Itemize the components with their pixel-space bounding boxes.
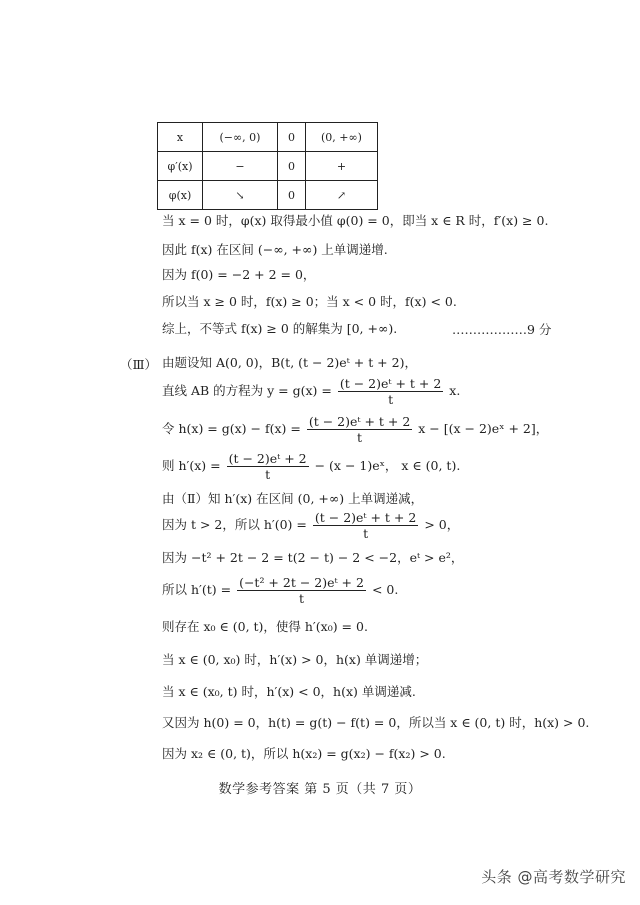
text-line: 当 x = 0 时，φ(x) 取得最小值 φ(0) = 0，即当 x ∈ R 时，f′(x) ≥ 0. — [162, 213, 549, 228]
text-line: 因此 f(x) 在区间 (−∞, +∞) 上单调递增. — [162, 242, 388, 257]
table-cell: + — [306, 152, 378, 181]
fraction-numerator: (t − 2)eᵗ + t + 2 — [308, 414, 411, 429]
fraction-numerator: (−t² + 2t − 2)eᵗ + 2 — [239, 575, 364, 590]
formula-prefix: 则 h′(x) = — [162, 458, 221, 473]
text-line: 则存在 x₀ ∈ (0, t)，使得 h′(x₀) = 0. — [162, 619, 368, 634]
formula-line — [162, 414, 548, 445]
table-cell: ↘ — [203, 181, 278, 210]
formula-suffix: x. — [449, 383, 461, 398]
formula-prefix: 令 h(x) = g(x) − f(x) = — [162, 421, 301, 436]
table-row-label: φ(x) — [158, 181, 203, 210]
text-line: 由（Ⅱ）知 h′(x) 在区间 (0, +∞) 上单调递减， — [162, 491, 424, 506]
text-line: 当 x ∈ (x₀, t) 时，h′(x) < 0，h(x) 单调递减. — [162, 684, 416, 699]
score-marker: ………………9 分 — [452, 322, 552, 337]
fraction-denominator: t — [299, 591, 305, 606]
formula-prefix: 因为 t > 2，所以 h′(0) = — [162, 517, 307, 532]
text-line: 因为 x₂ ∈ (0, t)，所以 h(x₂) = g(x₂) − f(x₂) > 0. — [162, 746, 446, 761]
fraction-denominator: t — [357, 430, 363, 445]
fraction — [338, 376, 443, 407]
watermark: 头条 @高考数学研究 — [481, 868, 626, 886]
text-line: 综上，不等式 f(x) ≥ 0 的解集为 [0, +∞). — [162, 321, 398, 336]
table-header-pos: (0, +∞) — [306, 123, 378, 152]
formula-suffix: > 0， — [424, 517, 460, 532]
fraction-numerator: (t − 2)eᵗ + t + 2 — [314, 510, 417, 525]
sign-table — [157, 122, 378, 210]
table-header-row — [158, 123, 378, 152]
formula-line — [162, 510, 459, 541]
fraction-denominator: t — [265, 467, 271, 482]
formula-suffix: − (x − 1)eˣ， x ∈ (0, t). — [314, 458, 461, 473]
fraction — [313, 510, 418, 541]
fraction — [237, 575, 366, 606]
table-row — [158, 181, 378, 210]
table-cell: − — [203, 152, 278, 181]
table-cell: ↗ — [306, 181, 378, 210]
text-line: 由题设知 A(0, 0)，B(t, (t − 2)eᵗ + t + 2)， — [162, 355, 417, 370]
table-row — [158, 152, 378, 181]
formula-suffix: x − [(x − 2)eˣ + 2]， — [418, 421, 549, 436]
formula-prefix: 所以 h′(t) = — [162, 582, 232, 597]
fraction — [227, 451, 309, 482]
table-cell: 0 — [278, 181, 306, 210]
page-footer: 数学参考答案 第 5 页（共 7 页） — [218, 782, 422, 797]
text-line: 因为 −t² + 2t − 2 = t(2 − t) − 2 < −2，eᵗ > e²， — [162, 550, 464, 565]
formula-line — [162, 451, 460, 482]
table-header-x: x — [158, 123, 203, 152]
fraction-numerator: (t − 2)eᵗ + 2 — [228, 451, 307, 466]
fraction — [307, 414, 412, 445]
table-header-zero: 0 — [278, 123, 306, 152]
formula-suffix: < 0. — [371, 582, 399, 597]
formula-line — [162, 575, 398, 606]
part-three-marker: （Ⅲ） — [120, 357, 158, 372]
text-line: 当 x ∈ (0, x₀) 时，h′(x) > 0，h(x) 单调递增； — [162, 652, 428, 667]
fraction-denominator: t — [388, 392, 394, 407]
text-line: 所以当 x ≥ 0 时，f(x) ≥ 0；当 x < 0 时，f(x) < 0. — [162, 294, 457, 309]
formula-prefix: 直线 AB 的方程为 y = g(x) = — [162, 383, 332, 398]
table-cell: 0 — [278, 152, 306, 181]
text-line: 又因为 h(0) = 0，h(t) = g(t) − f(t) = 0，所以当 x ∈ (0, t) 时，h(x) > 0. — [162, 715, 590, 730]
fraction-denominator: t — [363, 526, 369, 541]
text-line: 因为 f(0) = −2 + 2 = 0， — [162, 267, 316, 282]
table-header-neg: (−∞, 0) — [203, 123, 278, 152]
fraction-numerator: (t − 2)eᵗ + t + 2 — [339, 376, 442, 391]
table-row-label: φ′(x) — [158, 152, 203, 181]
formula-line — [162, 376, 460, 407]
